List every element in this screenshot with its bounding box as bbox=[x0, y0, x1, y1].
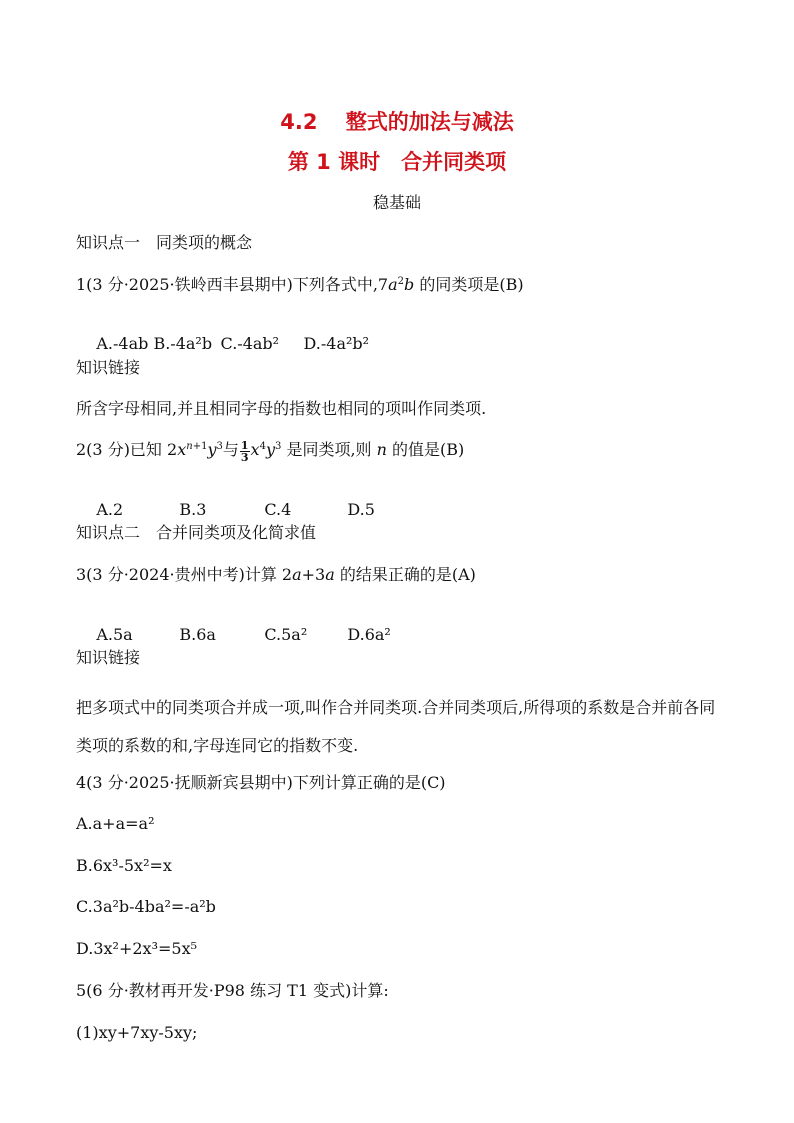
question-2-option-c: C.4 bbox=[264, 500, 292, 520]
level-label: 稳基础 bbox=[372, 193, 421, 212]
fraction-one-third: $\frac{1}{3}$ bbox=[240, 439, 249, 464]
knowledge-link-1-text: 所含字母相同,并且相同字母的指数也相同的项叫作同类项. bbox=[76, 399, 487, 418]
section-title bbox=[0, 106, 794, 136]
question-2-stem-suffix: 是同类项,则 bbox=[286, 440, 377, 459]
question-4-option-b: B.6x³-5x²=x bbox=[76, 856, 172, 875]
question-4-option-a: A.a+a=a² bbox=[76, 814, 155, 833]
question-1-option-c: C.-4ab² bbox=[220, 334, 280, 354]
question-4-option-c: C.3a²b-4ba²=-a²b bbox=[76, 897, 216, 916]
question-3-stem: 3(3 分·2024·贵州中考)计算 2a+3a 的结果正确的是(A) bbox=[76, 565, 476, 584]
section-title-text: 整式的加法与减法 bbox=[345, 110, 514, 134]
question-2-option-a: A.2 bbox=[96, 500, 124, 520]
question-1-stem-suffix: 的同类项是(B) bbox=[414, 275, 524, 294]
lesson-title: 第 1 课时 合并同类项 bbox=[287, 150, 507, 174]
question-4-stem: 4(3 分·2025·抚顺新宾县期中)下列计算正确的是(C) bbox=[76, 773, 446, 792]
section-number: 4.2 bbox=[280, 110, 318, 134]
question-3-option-d: D.6a² bbox=[347, 625, 391, 645]
question-1-option-b: B.-4a²b bbox=[153, 334, 213, 354]
question-3-option-b: B.6a bbox=[179, 625, 216, 645]
knowledge-link-2-text: 把多项式中的同类项合并成一项,叫作合并同类项.合并同类项后,所得项的系数是合并前各同类项的系数的和,字母连同它的指数不变. bbox=[76, 698, 716, 755]
knowledge-link-2-heading: 知识链接 bbox=[76, 648, 141, 667]
question-1-stem-prefix: 1(3 分·2025·铁岭西丰县期中)下列各式中,7 bbox=[76, 275, 389, 294]
question-1-option-a: A.-4ab bbox=[96, 334, 149, 354]
question-2-stem: 2(3 分)已知 $2x^{n+1}y^3$与 $\frac{1}{3}$ $x^4y^3$ 是同类项,则 n 的值是(B) bbox=[76, 439, 465, 464]
question-3-stem-prefix: 3(3 分·2024·贵州中考)计算 2 bbox=[76, 565, 293, 584]
question-3-option-a: A.5a bbox=[96, 625, 133, 645]
question-1-option-d: D.-4a²b² bbox=[303, 334, 370, 354]
question-2-option-d: D.5 bbox=[347, 500, 375, 520]
question-1-stem: 1(3 分·2025·铁岭西丰县期中)下列各式中$,7a^2b$ 的同类项是(B) bbox=[76, 275, 524, 294]
knowledge-point-1-heading: 知识点一 同类项的概念 bbox=[76, 233, 253, 252]
question-5-part-1: (1)xy+7xy-5xy; bbox=[76, 1023, 198, 1042]
knowledge-link-1-heading: 知识链接 bbox=[76, 358, 141, 377]
question-5-stem: 5(6 分·教材再开发·P98 练习 T1 变式)计算: bbox=[76, 981, 389, 1000]
question-4-option-d: D.3x²+2x³=5x⁵ bbox=[76, 939, 198, 958]
knowledge-point-2-heading: 知识点二 合并同类项及化简求值 bbox=[76, 523, 317, 542]
question-2-stem-end: 的值是(B) bbox=[386, 440, 465, 459]
question-2-option-b: B.3 bbox=[179, 500, 207, 520]
question-3-option-c: C.5a² bbox=[264, 625, 308, 645]
question-3-stem-suffix: 的结果正确的是(A) bbox=[334, 565, 476, 584]
question-2-stem-prefix: 2(3 分)已知 2 bbox=[76, 440, 178, 459]
question-2-stem-middle: 与 bbox=[222, 440, 239, 459]
